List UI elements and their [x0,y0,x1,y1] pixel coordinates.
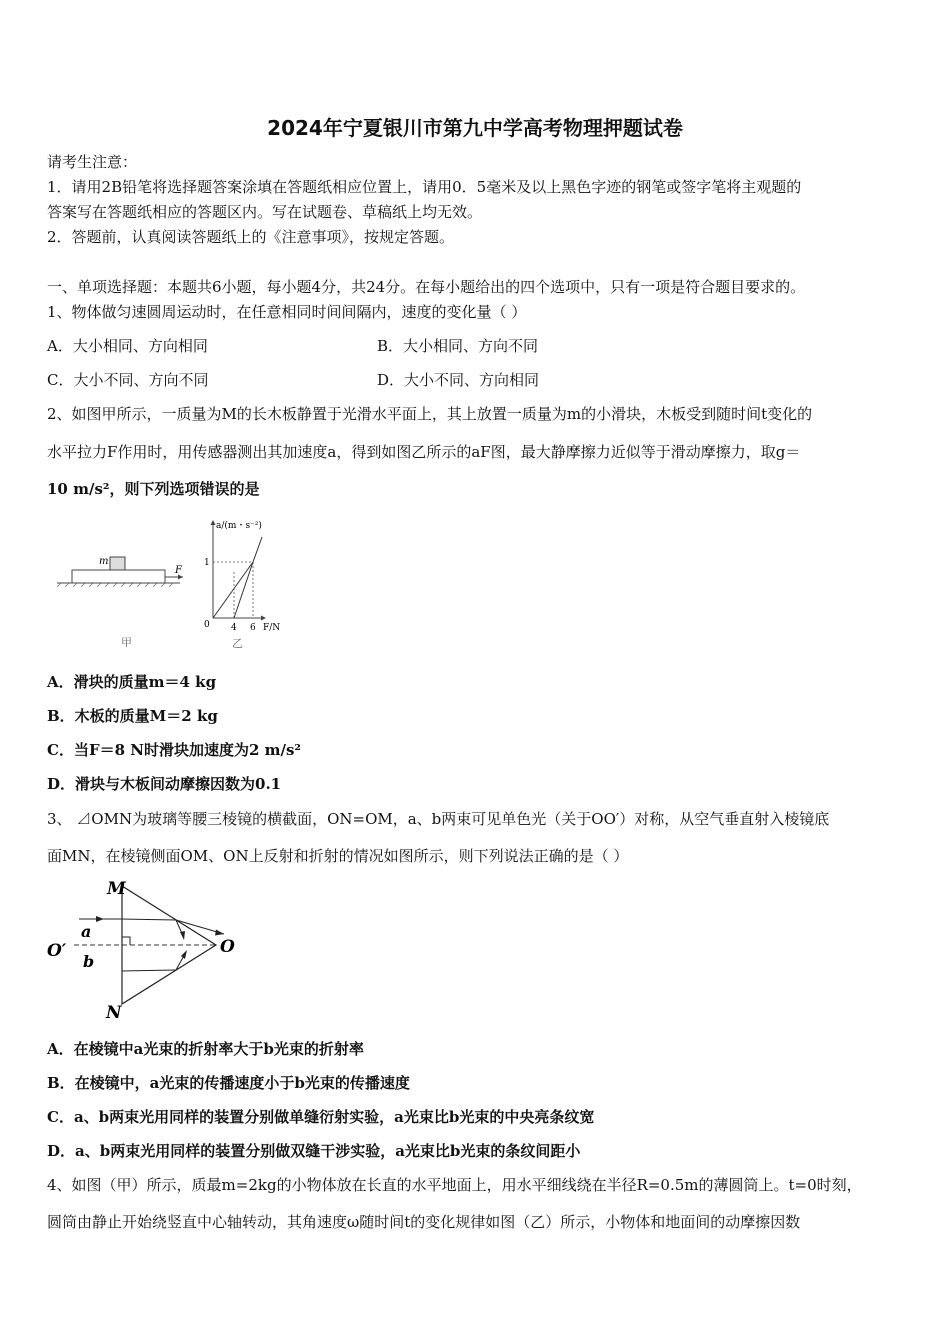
block-label: m [99,556,109,567]
q2-option-d[interactable]: D．滑块与木板间动摩擦因数为0.1 [47,775,282,793]
force-label: F [175,565,182,576]
label-a: a [81,922,92,941]
q3-option-a[interactable]: A．在棱镜中a光束的折射率大于b光束的折射率 [47,1040,364,1058]
q3-option-d[interactable]: D．a、b两束光用同样的装置分别做双缝干涉实验，a光束比b光束的条纹间距小 [47,1142,581,1160]
label-o-prime: O′ [47,941,67,961]
q3-stem-1: 3、 ⊿OMN为玻璃等腰三棱镜的横截面，ON=OM，a、b两束可见单色光（关于OO′）对称，从空气垂直射入棱镜底 [47,810,830,828]
yi-line-common [213,562,253,618]
figure-yi-caption: 乙 [232,637,243,650]
yi-y-label: a/(m・s⁻²) [216,521,262,531]
label-n: N [106,1003,122,1023]
section-heading: 一、单项选择题：本题共6小题，每小题4分，共24分。在每小题给出的四个选项中，只有一项是符合题目要求的。 [47,278,806,296]
notice-item-1: 1．请用2B铅笔将选择题答案涂填在答题纸相应位置上，请用0．5毫米及以上黑色字迹的钢笔或签字笔将主观题的 [47,178,802,196]
q2-stem-3: 10 m/s²，则下列选项错误的是 [47,480,260,498]
q1-stem: 1、物体做匀速圆周运动时，在任意相同时间间隔内，速度的变化量（ ） [47,303,527,321]
q2-stem-2: 水平拉力F作用时，用传感器测出其加速度a，得到如图乙所示的aF图，最大静摩擦力近似等于滑动摩擦力，取g＝ [47,443,801,461]
q2-figure-jia [55,540,195,650]
notice-item-2: 2．答题前，认真阅读答题纸上的《注意事项》，按规定答题。 [47,228,455,246]
yi-tick-1: 1 [204,558,210,568]
prism-triangle [122,886,216,1004]
yi-line-board [234,562,253,618]
label-b: b [83,952,95,971]
yi-origin: 0 [204,620,210,630]
q3-option-c[interactable]: C．a、b两束光用同样的装置分别做单缝衍射实验，a光束比b光束的中央亮条纹宽 [47,1108,595,1126]
figure-jia-caption: 甲 [121,636,132,649]
board-shape [72,570,165,583]
q3-stem-2: 面MN，在棱镜侧面OM、ON上反射和折射的情况如图所示，则下列说法正确的是（ ） [47,847,629,865]
q4-stem-1: 4、如图（甲）所示，质最m=2kg的小物体放在长直的水平地面上，用水平细线绕在半径R=0.5m的薄圆筒上。t=0时刻， [47,1176,862,1194]
notice-item-1-cont: 答案写在答题纸相应的答题区内。写在试题卷、草稿纸上均无效。 [47,203,483,221]
q2-option-c[interactable]: C．当F＝8 N时滑块加速度为2 m/s² [47,741,301,759]
label-m: M [107,879,126,899]
q2-stem-1: 2、如图甲所示，一质量为M的长木板静置于光滑水平面上，其上放置一质量为m的小滑块，木板受到随时间t变化的 [47,405,813,423]
yi-tick-6: 6 [250,623,256,633]
q3-prism-figure [44,872,244,1024]
page-title: 2024年宁夏银川市第九中学高考物理押题试卷 [267,116,683,140]
yi-x-label: F/N [263,623,281,633]
q4-stem-2: 圆筒由静止开始绕竖直中心轴转动，其角速度ω随时间t的变化规律如图（乙）所示，小物体和地面间的动摩擦因数 [47,1213,801,1231]
q1-option-a[interactable]: A．大小相同、方向相同 [47,337,208,355]
q2-figure-yi [198,515,298,655]
q2-option-b[interactable]: B．木板的质量M＝2 kg [47,707,218,725]
q1-option-c[interactable]: C．大小不同、方向不同 [47,371,209,389]
q2-option-a[interactable]: A．滑块的质量m＝4 kg [47,673,217,691]
notice-heading: 请考生注意： [47,153,138,171]
yi-line-steep [253,537,262,562]
q1-option-d[interactable]: D．大小不同、方向相同 [377,371,540,389]
block-shape [110,557,125,570]
q3-option-b[interactable]: B．在棱镜中，a光束的传播速度小于b光束的传播速度 [47,1074,410,1092]
q1-option-b[interactable]: B．大小相同、方向不同 [377,337,539,355]
yi-tick-4: 4 [231,623,237,633]
label-o: O [220,937,235,957]
